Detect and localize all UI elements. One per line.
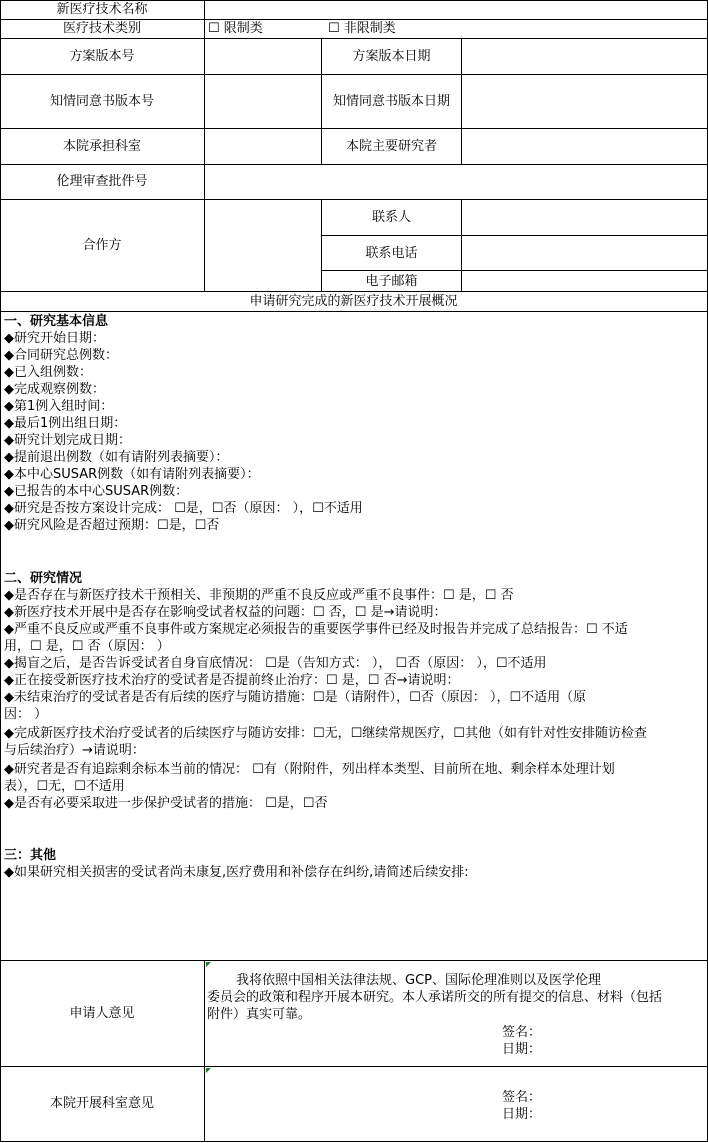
section2-title: 二、研究情况 (4, 571, 83, 586)
department-label: 本院承担科室 (62, 138, 141, 154)
section2-item: ◆是否有必要采取进一步保护受试者的措施： ☐是，☐否 (4, 796, 328, 811)
email-field[interactable] (462, 271, 707, 291)
protocol-version-field[interactable] (205, 38, 321, 74)
category-option-unrestricted[interactable]: ☐ 非限制类 (328, 21, 396, 36)
cell-comment-marker (206, 1068, 211, 1073)
section2-item: ◆揭盲之后，是否告诉受试者自身盲底情况： ☐是（告知方式： ）， ☐否（原因： ），☐不适用 (4, 656, 547, 671)
consent-version-field[interactable] (205, 74, 321, 128)
section1-item: ◆最后1例出组日期： (4, 416, 127, 431)
section3-title: 三：其他 (4, 848, 57, 863)
section1-item: ◆研究风险是否超过预期：☐是，☐否 (4, 518, 220, 533)
section1-item: ◆研究开始日期： (4, 331, 105, 346)
main-researcher-field[interactable] (462, 128, 707, 164)
section1-item: ◆合同研究总例数： (4, 348, 118, 363)
section3-item: ◆如果研究相关损害的受试者尚未康复,医疗费用和补偿存在纠纷,请简述后续安排: (4, 865, 469, 880)
department-field[interactable] (205, 128, 321, 164)
section1-item: ◆第1例入组时间： (4, 399, 114, 414)
email-label: 电子邮箱 (365, 273, 418, 289)
section2-item: ◆正在接受新医疗技术治疗的受试者是否提前终止治疗：☐ 是，☐ 否→请说明： (4, 673, 460, 688)
section2-item: ◆严重不良反应或严重不良事件或方案规定必须报告的重要医学事件已经及时报告并完成了总结报告：☐ 不适 (4, 622, 628, 637)
ethics-approval-field[interactable] (205, 164, 707, 199)
contact-field[interactable] (462, 199, 707, 235)
new-tech-name-field[interactable] (205, 0, 707, 19)
section2-item: 用，☐ 是，☐ 否（原因： ） (4, 639, 170, 654)
section2-item: ◆是否存在与新医疗技术干预相关、非预期的严重不良反应或严重不良事件：☐ 是，☐ 否 (4, 588, 514, 603)
protocol-date-field[interactable] (462, 38, 707, 74)
new-tech-name-label: 新医疗技术名称 (56, 2, 148, 17)
section1-item: ◆本中心SUSAR例数（如有请附列表摘要）： (4, 467, 260, 482)
applicant-opinion-label: 申请人意见 (69, 1005, 135, 1021)
overview-title: 申请研究完成的新医疗技术开展概况 (249, 293, 458, 309)
section2-item: 与后续治疗）→请说明： (4, 743, 145, 758)
consent-date-label: 知情同意书版本日期 (332, 93, 450, 109)
section2-item: ◆研究者是否有追踪剩余标本当前的情况： ☐有（附附件，列出样本类型、目前所在地、剩余样本处理计划 (4, 762, 615, 777)
protocol-date-label: 方案版本日期 (352, 48, 431, 64)
dept-opinion-label: 本院开展科室意见 (49, 1096, 154, 1111)
section1-title: 一、研究基本信息 (4, 314, 109, 329)
grid-line (0, 311, 707, 312)
section2-item: ◆未结束治疗的受试者是否有后续的医疗与随访措施：☐是（请附件），☐否（原因： ），☐不适用（原 (4, 690, 587, 705)
section1-item: ◆提前退出例数（如有请附列表摘要）： (4, 450, 229, 465)
consent-date-field[interactable] (462, 74, 707, 128)
category-option-restricted[interactable]: ☐ 限制类 (208, 21, 263, 36)
category-label: 医疗技术类别 (62, 21, 141, 36)
partner-label: 合作方 (82, 237, 122, 253)
applicant-signature-label: 签名： (502, 1025, 542, 1040)
protocol-version-label: 方案版本号 (69, 48, 135, 64)
section1-item: ◆研究计划完成日期： (4, 433, 131, 448)
applicant-statement-line: 我将依照中国相关法律法规、GCP、国际伦理准则以及医学伦理 (236, 973, 601, 988)
section2-item: 表），☐无，☐不适用 (4, 779, 125, 794)
section2-item: ◆新医疗技术开展中是否存在影响受试者权益的问题：☐ 否，☐ 是→请说明： (4, 605, 447, 620)
consent-version-label: 知情同意书版本号 (49, 93, 154, 109)
section2-item: 因： ） (4, 707, 48, 722)
grid-line (0, 1141, 707, 1142)
applicant-statement-line: 附件）真实可靠。 (207, 1007, 312, 1022)
dept-date-label: 日期： (502, 1107, 542, 1122)
main-researcher-label: 本院主要研究者 (345, 138, 437, 154)
applicant-date-label: 日期： (502, 1042, 542, 1057)
applicant-statement-line: 委员会的政策和程序开展本研究。本人承诺所交的所有提交的信息、材料（包括 (207, 990, 663, 1005)
phone-field[interactable] (462, 236, 707, 270)
cell-comment-marker (206, 962, 211, 967)
section1-item: ◆研究是否按方案设计完成： ☐是，☐否（原因： ），☐不适用 (4, 501, 363, 516)
contact-label: 联系人 (371, 209, 411, 225)
ethics-approval-label: 伦理审查批件号 (56, 174, 148, 189)
section1-item: ◆完成观察例数： (4, 382, 105, 397)
grid-line (204, 960, 205, 1141)
phone-label: 联系电话 (365, 245, 418, 261)
section2-item: ◆完成新医疗技术治疗受试者的后续医疗与随访安排：☐无，☐继续常规医疗，☐其他（如有针对性安排随访检查 (4, 726, 647, 741)
partner-field[interactable] (205, 199, 321, 291)
dept-signature-label: 签名： (502, 1090, 542, 1105)
section1-item: ◆已入组例数： (4, 365, 92, 380)
section1-item: ◆已报告的本中心SUSAR例数： (4, 484, 189, 499)
